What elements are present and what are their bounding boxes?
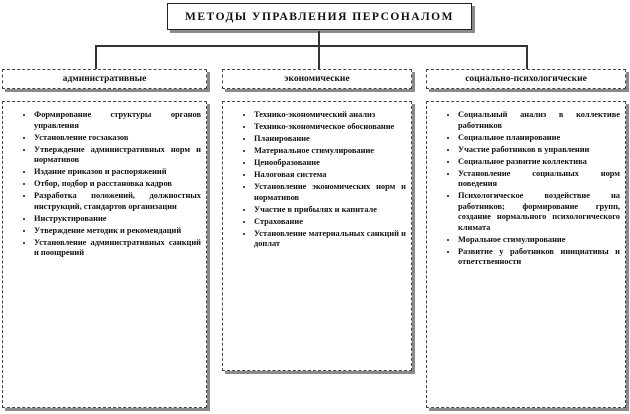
socio-psychological-method-list [432,110,620,268]
list-item: • Технико-экономический анализ [254,110,406,121]
list-item: • Социальное развитие коллектива [458,157,620,168]
list-item: • Установление социальных норм поведения [458,169,620,190]
list-item: • Издание приказов и распоряжений [34,167,201,178]
connector-horizontal [95,45,527,47]
list-item: • Ценообразование [254,158,406,169]
administrative-method-list [8,110,201,259]
list-item: • Развитие у работников инициативы и ответственности [458,247,620,268]
list-item: • Материальное стимулирование [254,146,406,157]
category-socio-psychological: социально-психологические [426,69,626,89]
list-item: • Страхование [254,217,406,228]
list-item: • Установление экономических норм и нормативов [254,182,406,203]
list-item: • Утверждение административных норм и нормативов [34,145,201,166]
list-item: • Установление материальных санкций и доплат [254,229,406,250]
economic-method-list [228,110,406,250]
list-item: • Социальное планирование [458,133,620,144]
list-item: • Участие работников в управлении [458,145,620,156]
category-administrative: административные [2,69,207,89]
list-item: • Психологическое воздействие на работников; формирование групп, создание нормального психологического климата [458,191,620,233]
connector-title-trunk [318,31,320,45]
list-item: • Установление госзаказов [34,133,201,144]
list-item: • Отбор, подбор и расстановка кадров [34,179,201,190]
list-item: • Моральное стимулирование [458,235,620,246]
category-economic: экономические [222,69,412,89]
connector-right [526,45,528,69]
list-item: • Участие в прибылях и капитале [254,205,406,216]
list-item: • Формирование структуры органов управления [34,110,201,131]
list-item: • Инструктирование [34,214,201,225]
diagram-title: МЕТОДЫ УПРАВЛЕНИЯ ПЕРСОНАЛОМ [167,3,472,30]
panel-socio-psychological [426,101,626,408]
list-item: • Социальный анализ в коллективе работников [458,110,620,131]
panel-administrative [2,101,207,408]
list-item: • Налоговая система [254,170,406,181]
list-item: • Утверждение методик и рекомендаций [34,226,201,237]
list-item: • Технико-экономическое обоснование [254,122,406,133]
list-item: • Установление административных санкций и поощрений [34,238,201,259]
list-item: • Разработка положений, должностных инструкций, стандартов организации [34,191,201,212]
connector-middle [318,45,320,69]
panel-economic [222,101,412,371]
list-item: • Планирование [254,134,406,145]
connector-left [95,45,97,69]
